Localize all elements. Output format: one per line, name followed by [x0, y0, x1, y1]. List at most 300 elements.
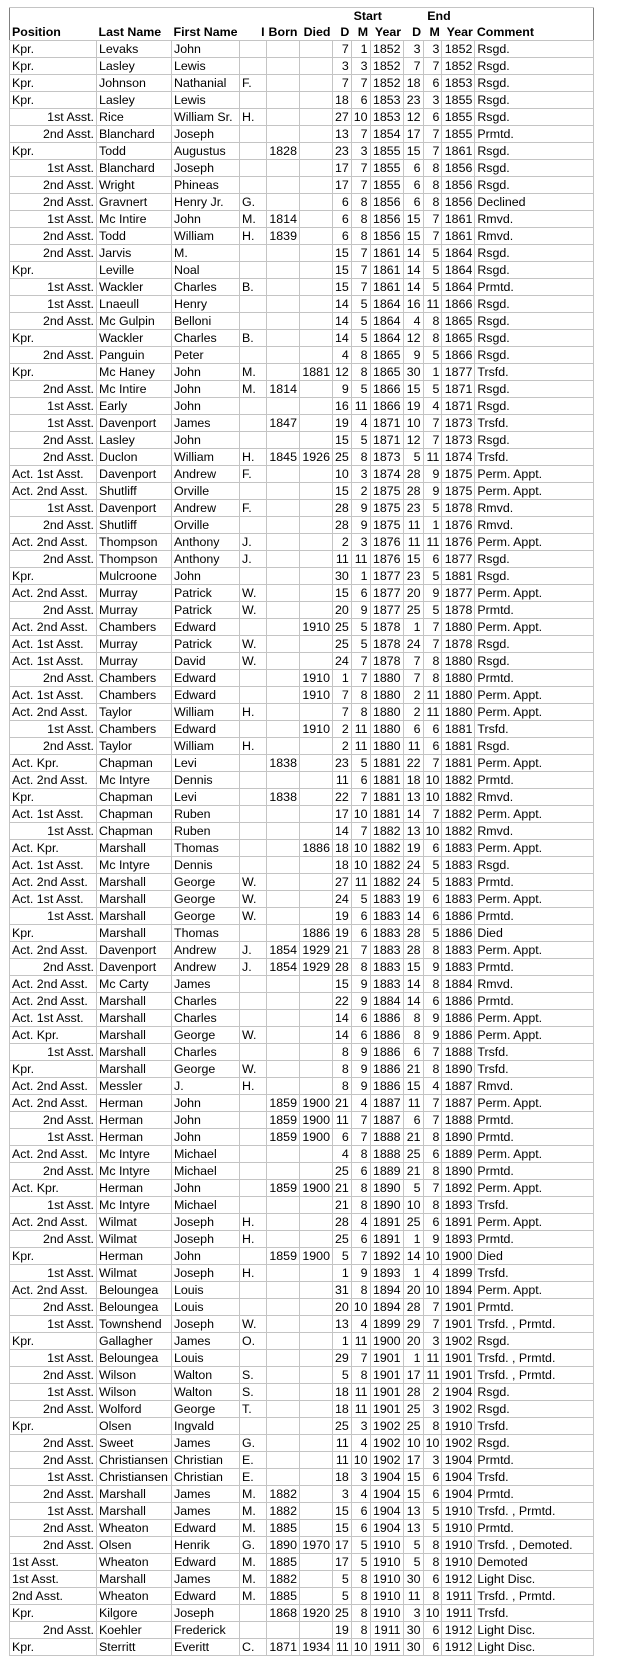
- cell-first-name: Andrew: [172, 942, 240, 959]
- cell-initial: B.: [240, 330, 267, 347]
- cell-end-month: 3: [423, 1401, 442, 1418]
- table-row: [10, 585, 594, 602]
- cell-end-year: 1904: [442, 1469, 475, 1486]
- cell-last-name: Davenport: [97, 959, 172, 976]
- cell-start-day: 9: [332, 381, 351, 398]
- cell-start-year: 1886: [370, 1061, 403, 1078]
- cell-start-year: 1887: [370, 1095, 403, 1112]
- table-row: [10, 1282, 594, 1299]
- cell-comment: Rmvd.: [475, 500, 594, 517]
- cell-comment: Perm. Appt.: [475, 534, 594, 551]
- cell-start-day: 11: [332, 551, 351, 568]
- cell-start-day: 6: [332, 228, 351, 245]
- cell-end-year: 1886: [442, 908, 475, 925]
- cell-last-name: Herman: [97, 1180, 172, 1197]
- cell-first-name: Charles: [172, 1044, 240, 1061]
- cell-start-day: 6: [332, 1129, 351, 1146]
- cell-end-month: 10: [423, 1435, 442, 1452]
- cell-end-day: 30: [403, 364, 423, 381]
- cell-start-year: 1865: [370, 347, 403, 364]
- cell-position: 2nd Asst.: [10, 1537, 97, 1554]
- cell-end-year: 1877: [442, 364, 475, 381]
- cell-first-name: John: [172, 1095, 240, 1112]
- table-row: [10, 1367, 594, 1384]
- cell-end-year: 1873: [442, 432, 475, 449]
- cell-comment: Perm. Appt.: [475, 619, 594, 636]
- cell-end-month: 5: [423, 381, 442, 398]
- cell-initial: [240, 1180, 267, 1197]
- cell-start-year: 1861: [370, 279, 403, 296]
- cell-died: [299, 58, 332, 75]
- cell-born: [267, 1452, 300, 1469]
- cell-position: Act. 1st Asst.: [10, 636, 97, 653]
- cell-born: [267, 1231, 300, 1248]
- cell-end-month: 11: [423, 704, 442, 721]
- cell-start-month: 9: [351, 976, 370, 993]
- cell-initial: E.: [240, 1452, 267, 1469]
- cell-end-year: 1864: [442, 279, 475, 296]
- cell-last-name: Jarvis: [97, 245, 172, 262]
- cell-start-day: 28: [332, 959, 351, 976]
- table-row: [10, 1095, 594, 1112]
- cell-start-month: 7: [351, 823, 370, 840]
- table-row: [10, 1044, 594, 1061]
- cell-end-month: 8: [423, 1588, 442, 1605]
- col-end-day: D: [403, 24, 423, 41]
- cell-first-name: Louis: [172, 1350, 240, 1367]
- cell-initial: [240, 92, 267, 109]
- cell-end-year: 1880: [442, 653, 475, 670]
- cell-comment: Rmvd.: [475, 976, 594, 993]
- cell-died: [299, 432, 332, 449]
- cell-last-name: Leville: [97, 262, 172, 279]
- cell-position: Act. 1st Asst.: [10, 1010, 97, 1027]
- cell-initial: C.: [240, 1639, 267, 1656]
- cell-died: [299, 347, 332, 364]
- cell-died: [299, 41, 332, 58]
- cell-first-name: Levi: [172, 789, 240, 806]
- cell-last-name: Wackler: [97, 279, 172, 296]
- cell-end-day: 23: [403, 568, 423, 585]
- start-group-label: Start: [332, 8, 403, 25]
- cell-end-year: 1899: [442, 1265, 475, 1282]
- cell-born: 1814: [267, 211, 300, 228]
- cell-start-day: 5: [332, 1367, 351, 1384]
- cell-born: [267, 993, 300, 1010]
- cell-born: [267, 330, 300, 347]
- cell-end-year: 1910: [442, 1503, 475, 1520]
- cell-died: [299, 1588, 332, 1605]
- table-row: [10, 840, 594, 857]
- cell-end-day: 20: [403, 585, 423, 602]
- cell-died: [299, 296, 332, 313]
- cell-comment: Rmvd.: [475, 789, 594, 806]
- cell-comment: Perm. Appt.: [475, 806, 594, 823]
- cell-last-name: Davenport: [97, 500, 172, 517]
- cell-end-year: 1890: [442, 1061, 475, 1078]
- cell-start-year: 1890: [370, 1197, 403, 1214]
- cell-initial: W.: [240, 1316, 267, 1333]
- cell-position: Act. 2nd Asst.: [10, 993, 97, 1010]
- cell-start-year: 1904: [370, 1486, 403, 1503]
- cell-start-month: 6: [351, 772, 370, 789]
- cell-end-year: 1880: [442, 670, 475, 687]
- cell-last-name: Mc Carty: [97, 976, 172, 993]
- cell-last-name: Herman: [97, 1095, 172, 1112]
- cell-start-year: 1910: [370, 1537, 403, 1554]
- cell-born: 1847: [267, 415, 300, 432]
- cell-end-day: 28: [403, 466, 423, 483]
- cell-position: Kpr.: [10, 1418, 97, 1435]
- cell-last-name: Chambers: [97, 721, 172, 738]
- cell-initial: [240, 313, 267, 330]
- cell-end-month: 6: [423, 908, 442, 925]
- cell-start-year: 1853: [370, 109, 403, 126]
- cell-start-year: 1880: [370, 670, 403, 687]
- cell-position: Kpr.: [10, 143, 97, 160]
- cell-position: Act. Kpr.: [10, 1180, 97, 1197]
- cell-position: Kpr.: [10, 1248, 97, 1265]
- cell-end-year: 1910: [442, 1418, 475, 1435]
- cell-end-year: 1877: [442, 585, 475, 602]
- cell-position: Kpr.: [10, 75, 97, 92]
- cell-start-month: 11: [351, 874, 370, 891]
- cell-end-year: 1876: [442, 534, 475, 551]
- cell-first-name: Patrick: [172, 585, 240, 602]
- cell-born: [267, 1384, 300, 1401]
- cell-born: [267, 1010, 300, 1027]
- cell-last-name: Shutliff: [97, 483, 172, 500]
- cell-end-year: 1910: [442, 1520, 475, 1537]
- cell-first-name: Edward: [172, 721, 240, 738]
- cell-died: [299, 330, 332, 347]
- cell-died: [299, 381, 332, 398]
- cell-died: [299, 772, 332, 789]
- cell-start-year: 1886: [370, 1078, 403, 1095]
- cell-born: [267, 534, 300, 551]
- cell-initial: W.: [240, 908, 267, 925]
- cell-start-day: 25: [332, 1418, 351, 1435]
- cell-start-year: 1853: [370, 92, 403, 109]
- cell-initial: O.: [240, 1333, 267, 1350]
- cell-position: Kpr.: [10, 330, 97, 347]
- cell-start-year: 1883: [370, 925, 403, 942]
- cell-start-month: 5: [351, 330, 370, 347]
- cell-initial: W.: [240, 874, 267, 891]
- cell-end-day: 6: [403, 1112, 423, 1129]
- cell-last-name: Davenport: [97, 466, 172, 483]
- cell-end-month: 6: [423, 1469, 442, 1486]
- cell-position: 2nd Asst.: [10, 245, 97, 262]
- cell-start-year: 1884: [370, 993, 403, 1010]
- cell-born: [267, 619, 300, 636]
- cell-end-day: 11: [403, 1095, 423, 1112]
- cell-start-month: 7: [351, 789, 370, 806]
- cell-initial: [240, 976, 267, 993]
- cell-start-day: 11: [332, 772, 351, 789]
- cell-initial: [240, 245, 267, 262]
- cell-start-month: 5: [351, 755, 370, 772]
- cell-initial: [240, 1197, 267, 1214]
- cell-initial: W.: [240, 636, 267, 653]
- cell-start-day: 1: [332, 1333, 351, 1350]
- cell-position: 1st Asst.: [10, 1265, 97, 1282]
- cell-born: 1885: [267, 1520, 300, 1537]
- cell-end-day: 9: [403, 347, 423, 364]
- cell-initial: J.: [240, 551, 267, 568]
- cell-end-day: 13: [403, 1520, 423, 1537]
- cell-born: [267, 160, 300, 177]
- cell-initial: [240, 840, 267, 857]
- cell-first-name: John: [172, 398, 240, 415]
- cell-initial: J.: [240, 534, 267, 551]
- cell-died: 1970: [299, 1537, 332, 1554]
- cell-start-month: 10: [351, 1639, 370, 1656]
- cell-end-year: 1883: [442, 891, 475, 908]
- cell-comment: Rsgd.: [475, 1435, 594, 1452]
- cell-died: [299, 1401, 332, 1418]
- cell-position: Act. Kpr.: [10, 1027, 97, 1044]
- cell-initial: F.: [240, 500, 267, 517]
- table-row: [10, 1078, 594, 1095]
- cell-initial: M.: [240, 364, 267, 381]
- cell-comment: Trsfd.: [475, 1469, 594, 1486]
- cell-comment: Light Disc.: [475, 1622, 594, 1639]
- table-row: [10, 1163, 594, 1180]
- cell-died: [299, 75, 332, 92]
- cell-end-year: 1883: [442, 959, 475, 976]
- cell-position: 2nd Asst.: [10, 1486, 97, 1503]
- cell-end-day: 17: [403, 1452, 423, 1469]
- keeper-roster-table: [9, 7, 594, 1656]
- cell-first-name: Andrew: [172, 466, 240, 483]
- cell-end-month: 8: [423, 1197, 442, 1214]
- cell-first-name: John: [172, 432, 240, 449]
- cell-end-month: 7: [423, 58, 442, 75]
- cell-initial: [240, 1010, 267, 1027]
- cell-first-name: William: [172, 228, 240, 245]
- cell-end-day: 10: [403, 1435, 423, 1452]
- cell-first-name: Henrik: [172, 1537, 240, 1554]
- cell-end-month: 6: [423, 1622, 442, 1639]
- cell-end-day: 20: [403, 1333, 423, 1350]
- cell-died: [299, 1520, 332, 1537]
- table-row: [10, 1469, 594, 1486]
- cell-end-year: 1912: [442, 1639, 475, 1656]
- cell-first-name: Phineas: [172, 177, 240, 194]
- cell-end-day: 25: [403, 1418, 423, 1435]
- cell-position: Act. 2nd Asst.: [10, 874, 97, 891]
- cell-end-month: 11: [423, 687, 442, 704]
- table-row: [10, 1265, 594, 1282]
- cell-start-day: 2: [332, 721, 351, 738]
- cell-position: 2nd Asst.: [10, 432, 97, 449]
- cell-initial: [240, 1248, 267, 1265]
- cell-comment: Rsgd.: [475, 653, 594, 670]
- cell-start-year: 1886: [370, 1044, 403, 1061]
- cell-start-year: 1904: [370, 1520, 403, 1537]
- cell-end-year: 1912: [442, 1571, 475, 1588]
- cell-initial: F.: [240, 466, 267, 483]
- cell-comment: Trsfd.: [475, 449, 594, 466]
- cell-start-month: 6: [351, 1163, 370, 1180]
- cell-died: [299, 1197, 332, 1214]
- cell-start-day: 16: [332, 398, 351, 415]
- cell-died: [299, 1299, 332, 1316]
- table-row: [10, 976, 594, 993]
- cell-end-month: 6: [423, 1639, 442, 1656]
- cell-end-day: 15: [403, 959, 423, 976]
- cell-end-day: 5: [403, 1554, 423, 1571]
- cell-end-month: 7: [423, 636, 442, 653]
- cell-first-name: Lewis: [172, 92, 240, 109]
- cell-end-year: 1882: [442, 789, 475, 806]
- cell-born: 1890: [267, 1537, 300, 1554]
- cell-end-year: 1856: [442, 160, 475, 177]
- cell-born: [267, 1401, 300, 1418]
- cell-start-day: 25: [332, 449, 351, 466]
- cell-end-year: 1882: [442, 823, 475, 840]
- cell-start-day: 28: [332, 1214, 351, 1231]
- cell-position: Act. 2nd Asst.: [10, 772, 97, 789]
- cell-end-month: 6: [423, 1214, 442, 1231]
- cell-end-year: 1871: [442, 381, 475, 398]
- cell-position: 1st Asst.: [10, 211, 97, 228]
- cell-initial: M.: [240, 1554, 267, 1571]
- cell-start-month: 3: [351, 1469, 370, 1486]
- cell-born: [267, 1316, 300, 1333]
- cell-died: [299, 823, 332, 840]
- cell-start-day: 24: [332, 653, 351, 670]
- cell-start-month: 7: [351, 942, 370, 959]
- cell-position: 2nd Asst.: [10, 1299, 97, 1316]
- cell-end-month: 11: [423, 1367, 442, 1384]
- cell-first-name: John: [172, 1129, 240, 1146]
- cell-start-day: 6: [332, 194, 351, 211]
- cell-start-day: 19: [332, 908, 351, 925]
- cell-start-year: 1878: [370, 653, 403, 670]
- cell-end-day: 24: [403, 857, 423, 874]
- cell-last-name: Blanchard: [97, 126, 172, 143]
- cell-start-year: 1854: [370, 126, 403, 143]
- cell-end-day: 6: [403, 1044, 423, 1061]
- cell-born: [267, 1197, 300, 1214]
- cell-end-month: 8: [423, 942, 442, 959]
- cell-start-year: 1882: [370, 857, 403, 874]
- cell-start-month: 7: [351, 177, 370, 194]
- cell-comment: Prmtd.: [475, 1486, 594, 1503]
- cell-born: [267, 177, 300, 194]
- cell-comment: Perm. Appt.: [475, 1282, 594, 1299]
- cell-start-month: 7: [351, 126, 370, 143]
- cell-first-name: William: [172, 704, 240, 721]
- cell-end-year: 1882: [442, 772, 475, 789]
- cell-died: [299, 568, 332, 585]
- cell-end-year: 1855: [442, 109, 475, 126]
- table-row: [10, 347, 594, 364]
- cell-position: 2nd Asst.: [10, 313, 97, 330]
- cell-comment: Trsfd.: [475, 721, 594, 738]
- cell-born: [267, 670, 300, 687]
- cell-position: Act. 2nd Asst.: [10, 942, 97, 959]
- cell-first-name: Levi: [172, 755, 240, 772]
- table-row: [10, 1384, 594, 1401]
- cell-first-name: George: [172, 874, 240, 891]
- cell-first-name: Thomas: [172, 840, 240, 857]
- cell-end-month: 7: [423, 1044, 442, 1061]
- cell-start-month: 8: [351, 704, 370, 721]
- cell-start-day: 17: [332, 1554, 351, 1571]
- cell-first-name: James: [172, 1486, 240, 1503]
- cell-start-year: 1880: [370, 704, 403, 721]
- cell-start-day: 4: [332, 347, 351, 364]
- cell-comment: Rsgd.: [475, 347, 594, 364]
- cell-start-year: 1894: [370, 1299, 403, 1316]
- cell-end-day: 21: [403, 1129, 423, 1146]
- cell-start-day: 28: [332, 517, 351, 534]
- cell-start-day: 30: [332, 568, 351, 585]
- cell-born: 1859: [267, 1129, 300, 1146]
- cell-end-year: 1855: [442, 126, 475, 143]
- table-row: [10, 1112, 594, 1129]
- cell-position: 2nd Asst.: [10, 602, 97, 619]
- table-row: [10, 670, 594, 687]
- cell-died: [299, 1163, 332, 1180]
- cell-end-year: 1893: [442, 1197, 475, 1214]
- cell-initial: E.: [240, 1469, 267, 1486]
- cell-start-day: 11: [332, 1639, 351, 1656]
- cell-last-name: Mulcroone: [97, 568, 172, 585]
- cell-start-month: 8: [351, 1605, 370, 1622]
- table-row: [10, 619, 594, 636]
- cell-first-name: Michael: [172, 1197, 240, 1214]
- cell-last-name: Early: [97, 398, 172, 415]
- cell-comment: Trsfd. , Prmtd.: [475, 1503, 594, 1520]
- cell-position: Act. 1st Asst.: [10, 891, 97, 908]
- cell-born: 1854: [267, 942, 300, 959]
- cell-start-day: 23: [332, 755, 351, 772]
- cell-end-year: 1891: [442, 1214, 475, 1231]
- cell-born: [267, 1299, 300, 1316]
- cell-start-year: 1904: [370, 1503, 403, 1520]
- cell-died: 1886: [299, 925, 332, 942]
- cell-start-day: 15: [332, 976, 351, 993]
- cell-died: [299, 602, 332, 619]
- cell-start-day: 8: [332, 1044, 351, 1061]
- cell-start-day: 14: [332, 823, 351, 840]
- cell-end-year: 1887: [442, 1095, 475, 1112]
- cell-died: [299, 1503, 332, 1520]
- cell-start-day: 25: [332, 1163, 351, 1180]
- cell-end-year: 1904: [442, 1384, 475, 1401]
- table-row: [10, 279, 594, 296]
- cell-born: 1871: [267, 1639, 300, 1656]
- cell-end-year: 1861: [442, 143, 475, 160]
- cell-start-year: 1894: [370, 1282, 403, 1299]
- cell-start-month: 6: [351, 925, 370, 942]
- cell-start-day: 5: [332, 1588, 351, 1605]
- cell-start-day: 28: [332, 500, 351, 517]
- cell-comment: Perm. Appt.: [475, 483, 594, 500]
- cell-initial: [240, 398, 267, 415]
- cell-start-month: 8: [351, 1588, 370, 1605]
- cell-end-year: 1886: [442, 1027, 475, 1044]
- cell-comment: Trsfd.: [475, 364, 594, 381]
- header-row-groups: [10, 8, 594, 25]
- cell-start-year: 1900: [370, 1333, 403, 1350]
- col-born: Born: [268, 25, 298, 39]
- cell-start-year: 1856: [370, 228, 403, 245]
